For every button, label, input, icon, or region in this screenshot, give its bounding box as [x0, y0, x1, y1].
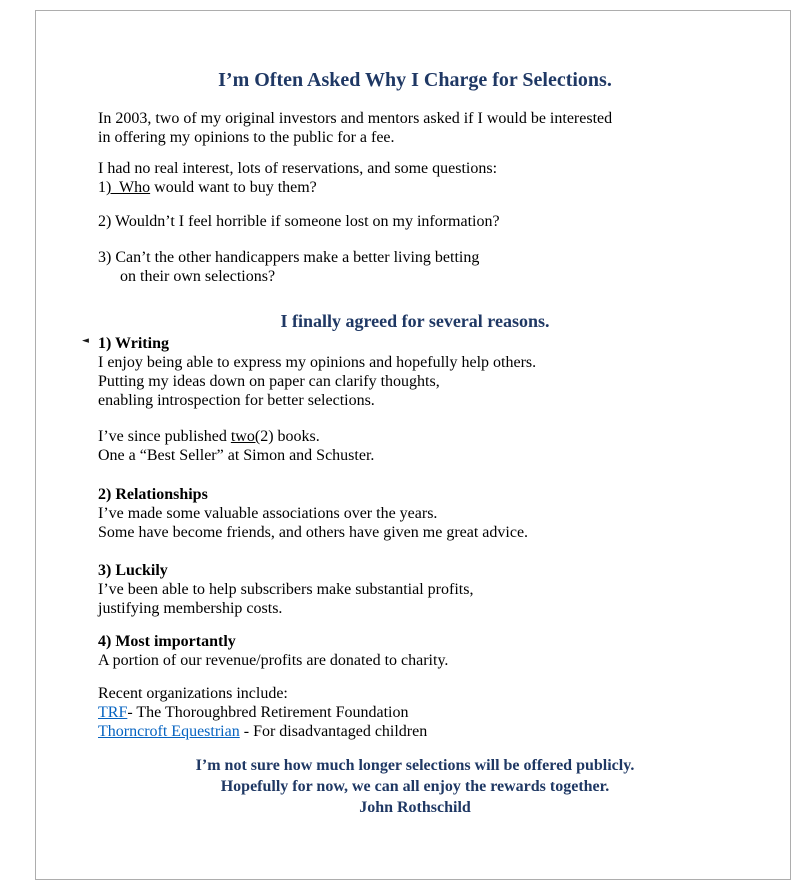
section-heading-text: 1) Writing: [98, 335, 169, 352]
org-thorncroft-line: [98, 722, 732, 741]
text-line: One a “Best Seller” at Simon and Schuster.: [98, 447, 375, 464]
section-writing: [82, 334, 732, 465]
text-line: Recent organizations include:: [98, 685, 288, 702]
closing-line: Hopefully for now, we can all enjoy the rewards together.: [220, 778, 610, 795]
text-line: 3) Can’t the other handicappers make a better living betting: [98, 249, 480, 266]
underlined-text: two(: [230, 428, 261, 445]
section-heading-most-importantly: 4) Most importantly: [98, 633, 236, 650]
books-line: [98, 427, 732, 446]
books-rest: 2) books.: [260, 428, 320, 445]
text-line: on their own selections?: [120, 268, 276, 285]
text-line: I enjoy being able to express my opinions and hopefully help others.: [98, 354, 537, 371]
question-2-paragraph: [98, 212, 732, 231]
text-line: in offering my opinions to the public for a fee.: [98, 129, 395, 146]
text-line: 2) Wouldn’t I feel horrible if someone lost on my information?: [98, 213, 500, 230]
intro-paragraph: [98, 109, 732, 147]
section-most-importantly: [98, 632, 732, 670]
question-1-line: [98, 178, 732, 197]
section-heading-luckily: 3) Luckily: [98, 562, 168, 579]
outline-collapse-icon: ◄: [82, 336, 89, 346]
page-title: I’m Often Asked Why I Charge for Selections.: [218, 69, 612, 91]
text-line: justifying membership costs.: [98, 600, 283, 617]
trf-link[interactable]: TRF: [98, 704, 128, 721]
section-relationships: [98, 485, 732, 542]
org-trf-line: [98, 703, 732, 722]
text-line: Putting my ideas down on paper can clarify thoughts,: [98, 373, 440, 390]
text-line: I’ve made some valuable associations over the years.: [98, 505, 438, 522]
org-trf-description: - The Thoroughbred Retirement Foundation: [127, 704, 409, 721]
section-luckily: [98, 561, 732, 618]
document-page: [35, 10, 791, 880]
text-line: I had no real interest, lots of reservations, and some questions:: [98, 160, 498, 177]
thorncroft-equestrian-link[interactable]: Thorncroft Equestrian: [98, 723, 240, 740]
books-paragraph: [98, 427, 732, 465]
questions-intro-paragraph: [98, 159, 732, 197]
question-1-prefix: 1: [98, 179, 106, 196]
organizations-block: [98, 684, 732, 741]
section-heading-relationships: 2) Relationships: [98, 486, 208, 503]
signature: John Rothschild: [359, 799, 471, 816]
question-3-paragraph: [98, 248, 732, 286]
closing-line: I’m not sure how much longer selections will be offered publicly.: [195, 757, 635, 774]
text-line: A portion of our revenue/profits are donated to charity.: [98, 652, 449, 669]
text-line: Some have become friends, and others have given me great advice.: [98, 524, 529, 541]
org-thorncroft-description: - For disadvantaged children: [239, 723, 428, 740]
section-subtitle: I finally agreed for several reasons.: [280, 311, 550, 331]
section-heading-writing: [82, 334, 732, 353]
text-line: enabling introspection for better selections.: [98, 392, 375, 409]
document-content: [36, 11, 790, 818]
books-prefix: I’ve since published: [98, 428, 231, 445]
question-1-rest: would want to buy them?: [150, 179, 317, 196]
closing-message: [98, 755, 732, 818]
text-line: I’ve been able to help subscribers make substantial profits,: [98, 581, 474, 598]
text-line: In 2003, two of my original investors and mentors asked if I would be interested: [98, 110, 613, 127]
underlined-text: ) Who: [106, 179, 151, 196]
